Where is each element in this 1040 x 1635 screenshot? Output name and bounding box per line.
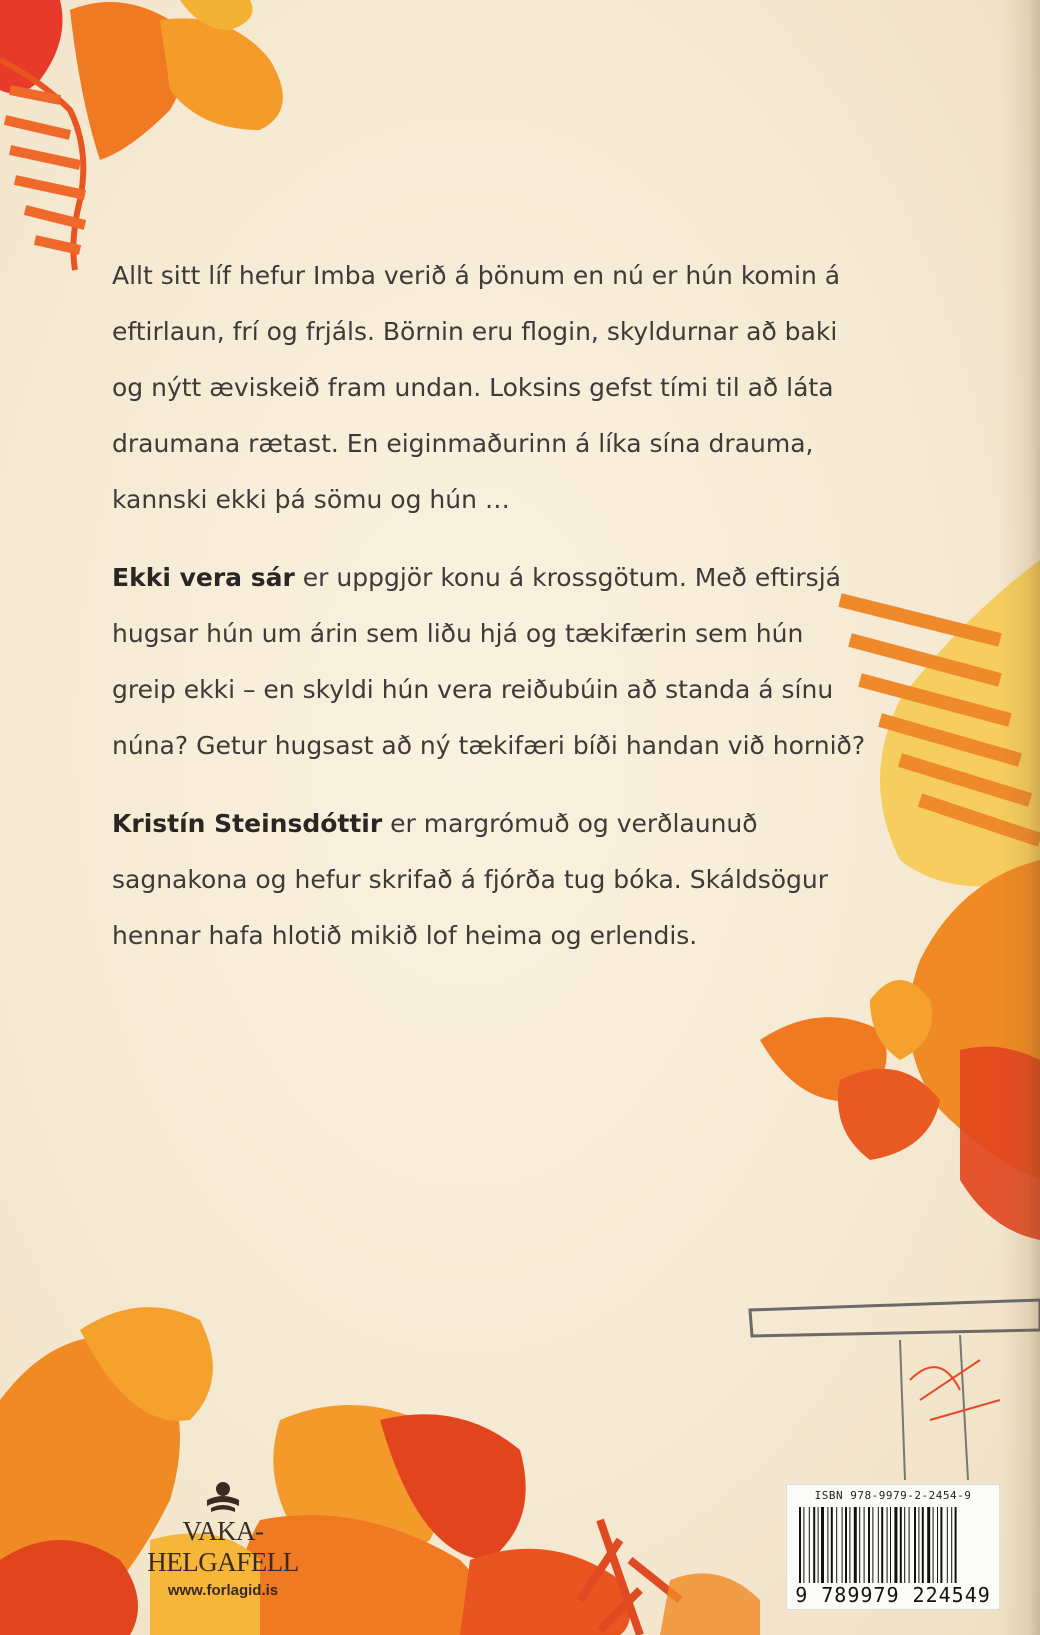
barcode-bar: [845, 1507, 847, 1583]
book-title: Ekki vera sár: [112, 563, 295, 592]
barcode-bar: [900, 1507, 902, 1583]
publisher-name: VAKA-HELGAFELL: [147, 1516, 299, 1577]
barcode-bar: [836, 1507, 837, 1583]
blurb-paragraph-3: [112, 796, 872, 964]
barcode-bar: [818, 1507, 819, 1583]
blurb-paragraph-2: [112, 550, 872, 774]
barcode-bar: [940, 1507, 942, 1583]
barcode-bar: [881, 1507, 883, 1583]
barcode-bar: [859, 1507, 860, 1583]
blurb-paragraph-3-text: er margrómuð og verðlaunuð sagnakona og hefur skrifað á fjórða tug bóka. Skáldsögur hennar hafa hlotið mikið lof heima og erlendis.: [112, 809, 829, 950]
top-left-leaves: [0, 0, 283, 270]
publisher-emblem-icon: [205, 1480, 241, 1514]
barcode-bar: [842, 1507, 843, 1583]
barcode-digits: 9 789979 224549: [795, 1583, 991, 1607]
barcode-bar: [813, 1507, 815, 1583]
author-name: Kristín Steinsdóttir: [112, 809, 383, 838]
blurb-paragraph-2-text: er uppgjör konu á krossgötum. Með eftirsjá hugsar hún um árin sem liðu hjá og tækifærin sem hún greip ekki – en skyldi hún vera reiðubúin að standa á sínu núna? Getur hugsast að ný tækifæri bíði handan við hornið?: [112, 563, 866, 760]
barcode-bar: [904, 1507, 905, 1583]
barcode-bar: [803, 1507, 804, 1583]
back-cover-blurb: [112, 248, 872, 986]
barcode-bar: [799, 1507, 801, 1583]
barcode-bar: [809, 1507, 810, 1583]
isbn-barcode: [786, 1484, 1000, 1610]
barcode-bar: [914, 1507, 916, 1583]
blurb-paragraph-1: Allt sitt líf hefur Imba verið á þönum en nú er hún komin á eftirlaun, frí og frjáls. Börnin eru flogin, skyldurnar að baki og nýtt æviskeið fram undan. Loksins gefst tími til að láta draumana rætast. En eiginmaðurinn á líka sína drauma, kannski ekki þá sömu og hún …: [112, 261, 841, 514]
publisher-url: www.forlagid.is: [167, 1582, 279, 1599]
barcode-bar: [854, 1507, 857, 1583]
isbn-label: ISBN 978-9979-2-2454-9: [814, 1489, 972, 1502]
barcode-bar: [878, 1507, 879, 1583]
barcode-bar: [947, 1507, 948, 1583]
publisher-logo: [108, 1480, 338, 1599]
barcode-bar: [937, 1507, 938, 1583]
barcode-bars: [799, 1507, 987, 1583]
barcode-bar: [890, 1507, 891, 1583]
barcode-bar: [849, 1507, 850, 1583]
barcode-bar: [887, 1507, 888, 1583]
barcode-bar: [918, 1507, 919, 1583]
barcode-bar: [872, 1507, 873, 1583]
barcode-bar: [922, 1507, 924, 1583]
barcode-bar: [909, 1507, 910, 1583]
barcode-bar: [955, 1507, 957, 1583]
barcode-bar: [933, 1507, 934, 1583]
barcode-bar: [864, 1507, 865, 1583]
barcode-bar: [827, 1507, 828, 1583]
barcode-bar: [831, 1507, 833, 1583]
cover-edge-shadow: [1000, 0, 1040, 1635]
barcode-bar: [927, 1507, 930, 1583]
barcode-bar: [821, 1507, 824, 1583]
barcode-bar: [868, 1507, 870, 1583]
barcode-bar: [894, 1507, 897, 1583]
barcode-bar: [951, 1507, 952, 1583]
